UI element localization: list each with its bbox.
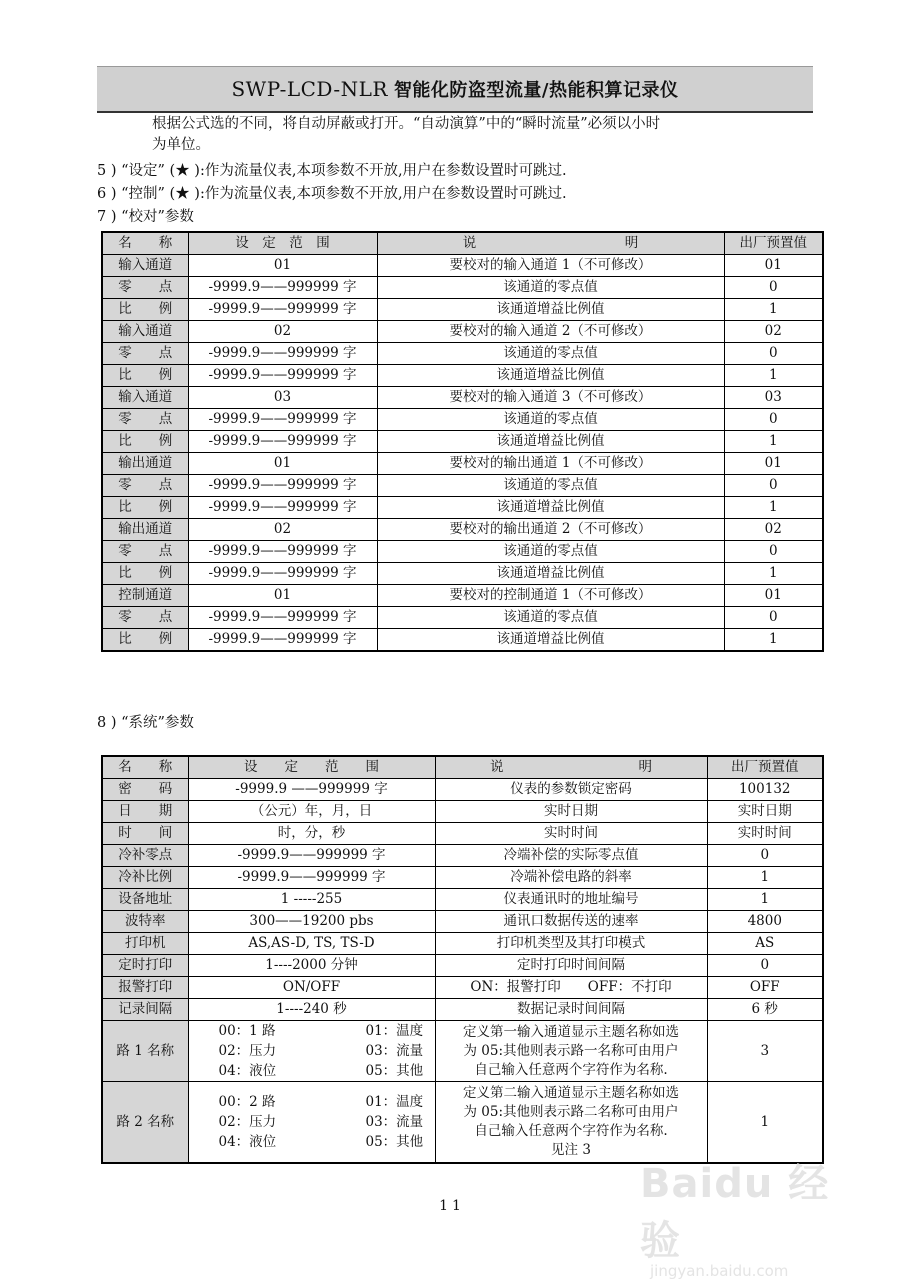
- range-cell: -9999.9——999999 字: [188, 431, 377, 453]
- header-title-cn: 智能化防盗型流量/热能积算记录仪: [393, 80, 679, 101]
- default-cell: 0: [724, 277, 823, 299]
- description-cell: 通讯口数据传送的速率: [435, 911, 707, 933]
- table-row: [102, 365, 823, 387]
- default-cell: 1: [707, 889, 823, 911]
- default-cell: 0: [724, 409, 823, 431]
- table-row: [102, 343, 823, 365]
- route-description-line: 定义第一输入通道显示主题名称如选: [463, 1023, 679, 1040]
- name-cell: 零 点: [102, 409, 188, 431]
- default-cell: 0: [707, 955, 823, 977]
- default-cell: 1: [724, 629, 823, 652]
- route-option: 05：其他: [365, 1134, 424, 1150]
- default-cell: 6 秒: [707, 999, 823, 1021]
- page-header: [97, 66, 813, 113]
- route-description-cell: [435, 1021, 707, 1082]
- description-cell: 冷端补偿电路的斜率: [435, 867, 707, 889]
- range-cell: 01: [188, 585, 377, 607]
- table-row: [102, 321, 823, 343]
- name-cell: 零 点: [102, 541, 188, 563]
- default-cell: 100132: [707, 779, 823, 801]
- name-cell: 记录间隔: [102, 999, 188, 1021]
- table-row: [102, 255, 823, 277]
- route-option: 01：温度: [365, 1023, 424, 1039]
- table-row: [102, 299, 823, 321]
- route-option: 02：压力: [218, 1043, 277, 1059]
- route-description-line: 为 05:其他则表示路一名称可由用户: [463, 1042, 679, 1059]
- route-name-cell: 路 1 名称: [102, 1021, 188, 1082]
- range-cell: -9999.9——999999 字: [188, 867, 435, 889]
- description-cell: 要校对的输出通道 1（不可修改）: [377, 453, 724, 475]
- description-cell: 定时打印时间间隔: [435, 955, 707, 977]
- description-cell: 该通道增益比例值: [377, 629, 724, 652]
- range-cell: 300——19200 pbs: [188, 911, 435, 933]
- default-cell: 1: [724, 365, 823, 387]
- table-row: [102, 867, 823, 889]
- header-cell: 名 称: [102, 232, 188, 255]
- header-cell: 说 明: [377, 232, 724, 255]
- range-cell: 1----240 秒: [188, 999, 435, 1021]
- table-row: [102, 607, 823, 629]
- route-default-cell: 3: [707, 1021, 823, 1082]
- description-cell: 该通道的零点值: [377, 409, 724, 431]
- default-cell: OFF: [707, 977, 823, 999]
- range-cell: 02: [188, 519, 377, 541]
- name-cell: 零 点: [102, 343, 188, 365]
- range-cell: （公元）年，月，日: [188, 801, 435, 823]
- name-cell: 输出通道: [102, 453, 188, 475]
- default-cell: 4800: [707, 911, 823, 933]
- default-cell: 1: [724, 563, 823, 585]
- default-cell: 实时日期: [707, 801, 823, 823]
- range-cell: 03: [188, 387, 377, 409]
- table-row: [102, 955, 823, 977]
- description-cell: 数据记录时间间隔: [435, 999, 707, 1021]
- route-description-line: 自己输入任意两个字符作为名称.: [474, 1123, 668, 1139]
- name-cell: 波特率: [102, 911, 188, 933]
- description-cell: 该通道增益比例值: [377, 497, 724, 519]
- table-row: [102, 911, 823, 933]
- name-cell: 输出通道: [102, 519, 188, 541]
- route-default-cell: 1: [707, 1082, 823, 1164]
- table-row: [102, 801, 823, 823]
- table-row: [102, 845, 823, 867]
- description-cell: 仪表通讯时的地址编号: [435, 889, 707, 911]
- name-cell: 比 例: [102, 629, 188, 652]
- route-option: 04：液位: [218, 1063, 277, 1079]
- name-cell: 冷补零点: [102, 845, 188, 867]
- route-option: 01：温度: [365, 1094, 424, 1110]
- description-cell: 该通道增益比例值: [377, 431, 724, 453]
- table-row: [102, 563, 823, 585]
- name-cell: 设备地址: [102, 889, 188, 911]
- system-table: [101, 755, 824, 1164]
- header-cell: 设 定 范 围: [188, 232, 377, 255]
- range-cell: 时，分，秒: [188, 823, 435, 845]
- description-cell: ON：报警打印 OFF：不打印: [435, 977, 707, 999]
- description-cell: 打印机类型及其打印模式: [435, 933, 707, 955]
- route-description-line: 自己输入任意两个字符作为名称.: [474, 1061, 668, 1078]
- page-number: 11: [439, 1198, 465, 1214]
- description-cell: 该通道的零点值: [377, 343, 724, 365]
- item-5: 5 ) “设定” (★ ):作为流量仪表,本项参数不开放,用户在参数设置时可跳过.: [97, 163, 567, 179]
- default-cell: 02: [724, 519, 823, 541]
- table-row: [102, 999, 823, 1021]
- table-row: [102, 823, 823, 845]
- name-cell: 零 点: [102, 607, 188, 629]
- description-cell: 冷端补偿的实际零点值: [435, 845, 707, 867]
- description-cell: 仪表的参数锁定密码: [435, 779, 707, 801]
- description-cell: 该通道的零点值: [377, 607, 724, 629]
- table-row: [102, 519, 823, 541]
- route-row: [102, 1021, 823, 1082]
- header-cell: 出厂预置值: [707, 756, 823, 779]
- name-cell: 打印机: [102, 933, 188, 955]
- name-cell: 输入通道: [102, 387, 188, 409]
- description-cell: 实时时间: [435, 823, 707, 845]
- range-cell: 02: [188, 321, 377, 343]
- name-cell: 日 期: [102, 801, 188, 823]
- table-row: [102, 409, 823, 431]
- table-row: [102, 933, 823, 955]
- description-cell: 该通道的零点值: [377, 277, 724, 299]
- description-cell: 要校对的输入通道 3（不可修改）: [377, 387, 724, 409]
- description-cell: 该通道增益比例值: [377, 299, 724, 321]
- range-cell: ON/OFF: [188, 977, 435, 999]
- default-cell: 1: [724, 431, 823, 453]
- description-cell: 该通道的零点值: [377, 475, 724, 497]
- name-cell: 密 码: [102, 779, 188, 801]
- table-row: [102, 497, 823, 519]
- name-cell: 控制通道: [102, 585, 188, 607]
- watermark-logo: Baidu 经验: [640, 1161, 830, 1264]
- name-cell: 零 点: [102, 277, 188, 299]
- route-description-line: 见注 3: [551, 1142, 591, 1158]
- table-row: [102, 585, 823, 607]
- range-cell: -9999.9——999999 字: [188, 629, 377, 652]
- range-cell: 01: [188, 453, 377, 475]
- table-row: [102, 387, 823, 409]
- header-cell: 说 明: [435, 756, 707, 779]
- range-cell: -9999.9——999999 字: [188, 607, 377, 629]
- table-row: [102, 889, 823, 911]
- table-row: [102, 431, 823, 453]
- intro-line-2: 为单位。: [152, 137, 210, 153]
- route-option: 03：流量: [365, 1114, 424, 1130]
- default-cell: 01: [724, 453, 823, 475]
- route-option: 04：液位: [218, 1134, 277, 1150]
- default-cell: 0: [724, 607, 823, 629]
- table-row: [102, 453, 823, 475]
- name-cell: 时 间: [102, 823, 188, 845]
- name-cell: 冷补比例: [102, 867, 188, 889]
- name-cell: 输入通道: [102, 255, 188, 277]
- header-cell: 名 称: [102, 756, 188, 779]
- name-cell: 比 例: [102, 299, 188, 321]
- range-cell: -9999.9——999999 字: [188, 299, 377, 321]
- route-description-cell: [435, 1082, 707, 1164]
- name-cell: 输入通道: [102, 321, 188, 343]
- description-cell: 要校对的输入通道 1（不可修改）: [377, 255, 724, 277]
- table-row: [102, 475, 823, 497]
- route-description-line: 为 05:其他则表示路二名称可由用户: [463, 1104, 679, 1120]
- table-header-row: [102, 232, 823, 255]
- section-8-title: 8 ) “系统”参数: [97, 715, 194, 731]
- table-row: [102, 629, 823, 652]
- default-cell: 1: [724, 299, 823, 321]
- description-cell: 实时日期: [435, 801, 707, 823]
- header-cell: 出厂预置值: [724, 232, 823, 255]
- range-cell: -9999.9——999999 字: [188, 475, 377, 497]
- route-option: 02：压力: [218, 1114, 277, 1130]
- default-cell: 02: [724, 321, 823, 343]
- default-cell: 实时时间: [707, 823, 823, 845]
- default-cell: 0: [707, 845, 823, 867]
- description-cell: 该通道的零点值: [377, 541, 724, 563]
- range-cell: -9999.9 ——999999 字: [188, 779, 435, 801]
- range-cell: AS,AS-D, TS, TS-D: [188, 933, 435, 955]
- default-cell: AS: [707, 933, 823, 955]
- item-6: 6 ) “控制” (★ ):作为流量仪表,本项参数不开放,用户在参数设置时可跳过.: [97, 186, 567, 202]
- route-options-cell: [188, 1082, 435, 1164]
- default-cell: 01: [724, 585, 823, 607]
- default-cell: 1: [724, 497, 823, 519]
- watermark-url: jingyan.baidu.com: [650, 1262, 789, 1280]
- table-header-row: [102, 756, 823, 779]
- range-cell: -9999.9——999999 字: [188, 845, 435, 867]
- range-cell: -9999.9——999999 字: [188, 365, 377, 387]
- description-cell: 要校对的输入通道 2（不可修改）: [377, 321, 724, 343]
- name-cell: 比 例: [102, 497, 188, 519]
- range-cell: -9999.9——999999 字: [188, 343, 377, 365]
- range-cell: -9999.9——999999 字: [188, 497, 377, 519]
- range-cell: -9999.9——999999 字: [188, 563, 377, 585]
- item-7: 7 ) “校对”参数: [97, 209, 194, 225]
- route-option: 05：其他: [365, 1063, 424, 1079]
- description-cell: 该通道增益比例值: [377, 365, 724, 387]
- name-cell: 零 点: [102, 475, 188, 497]
- route-row: [102, 1082, 823, 1164]
- table-row: [102, 977, 823, 999]
- name-cell: 比 例: [102, 365, 188, 387]
- route-options-cell: [188, 1021, 435, 1082]
- range-cell: -9999.9——999999 字: [188, 541, 377, 563]
- route-option: 00：1 路: [218, 1023, 276, 1039]
- range-cell: 1----2000 分钟: [188, 955, 435, 977]
- table-row: [102, 779, 823, 801]
- table-row: [102, 541, 823, 563]
- name-cell: 定时打印: [102, 955, 188, 977]
- default-cell: 0: [724, 541, 823, 563]
- header-cell: 设 定 范 围: [188, 756, 435, 779]
- table-row: [102, 277, 823, 299]
- default-cell: 0: [724, 343, 823, 365]
- route-option: 00：2 路: [218, 1094, 276, 1110]
- default-cell: 0: [724, 475, 823, 497]
- intro-line-1: 根据公式选的不同，将自动屏蔽或打开。“自动演算”中的“瞬时流量”必须以小时: [152, 116, 661, 132]
- range-cell: 01: [188, 255, 377, 277]
- name-cell: 比 例: [102, 563, 188, 585]
- range-cell: -9999.9——999999 字: [188, 277, 377, 299]
- default-cell: 03: [724, 387, 823, 409]
- baidu-watermark: [640, 1152, 870, 1280]
- default-cell: 1: [707, 867, 823, 889]
- calibration-table: [101, 231, 824, 652]
- description-cell: 要校对的输出通道 2（不可修改）: [377, 519, 724, 541]
- range-cell: -9999.9——999999 字: [188, 409, 377, 431]
- default-cell: 01: [724, 255, 823, 277]
- header-title-latin: SWP-LCD-NLR: [231, 77, 388, 101]
- route-description-line: 定义第二输入通道显示主题名称如选: [463, 1085, 679, 1101]
- name-cell: 比 例: [102, 431, 188, 453]
- route-name-cell: 路 2 名称: [102, 1082, 188, 1164]
- description-cell: 要校对的控制通道 1（不可修改）: [377, 585, 724, 607]
- description-cell: 该通道增益比例值: [377, 563, 724, 585]
- name-cell: 报警打印: [102, 977, 188, 999]
- route-option: 03：流量: [365, 1043, 424, 1059]
- range-cell: 1 -----255: [188, 889, 435, 911]
